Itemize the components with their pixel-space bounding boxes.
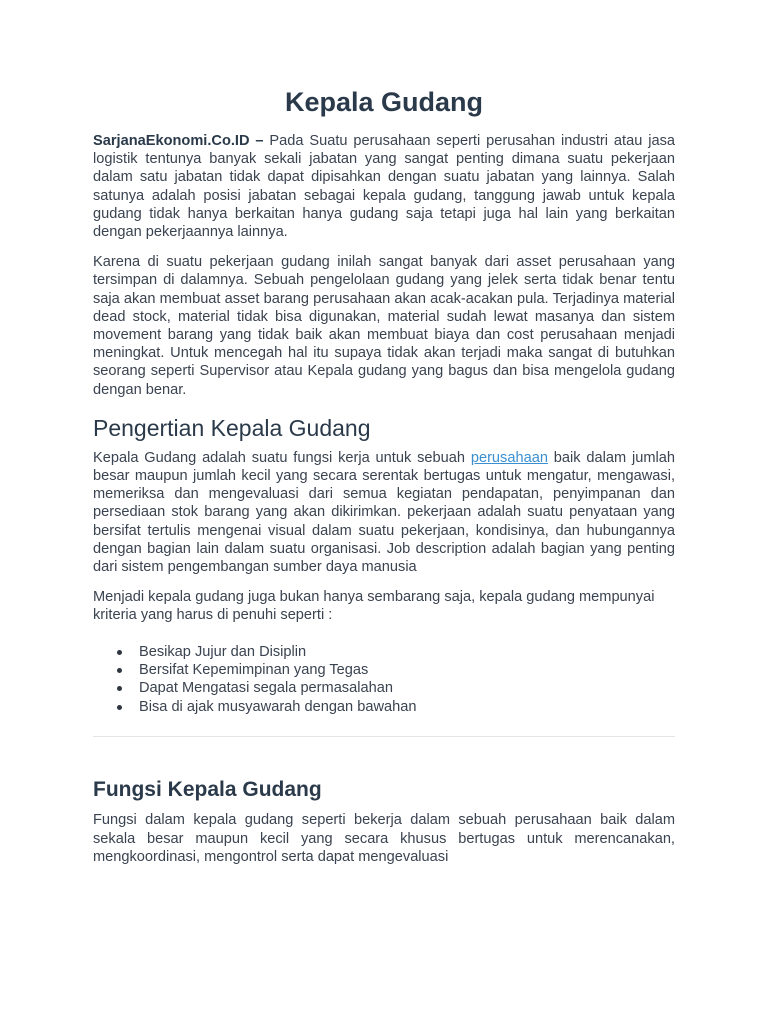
heading-fungsi: Fungsi Kepala Gudang [93,778,322,802]
list-item-label: Bersifat Kepemimpinan yang Tegas [139,662,369,679]
paragraph-fungsi: Fungsi dalam kepala gudang seperti bekerja dalam sebuah perusahaan baik dalam sekala besar maupun kecil yang secara khusus bertugas untuk merencanakan, mengkoordinasi, mengontrol serta dapat mengevaluasi [93,812,675,865]
paragraph-kriteria-intro: Menjadi kepala gudang juga bukan hanya sembarang saja, kepala gudang mempunyai kriteria yang harus di penuhi seperti : [93,589,655,624]
paragraph-pengertian [93,449,675,576]
list-item [139,643,675,661]
list-item-label: Bisa di ajak musyawarah dengan bawahan [139,698,417,715]
list-item [139,698,675,716]
paragraph-warehouse-assets: Karena di suatu pekerjaan gudang inilah sangat banyak dari asset perusahaan yang tersimpan di dalamnya. Sebuah pengelolaan gudang yang jelek serta tidak benar tentu saja akan membuat asset barang perusahaan akan acak-acakan pula. Terjadinya material dead stock, material tidak bisa digunakan, material sudah lewat masanya dan sistem movement barang yang tidak baik akan membuat biaya dan cost perusahaan menjadi meningkat. Untuk mencegah hal itu supaya tidak akan terjadi maka sangat di butuhkan seorang seperti Supervisor atau Kepala gudang yang bagus dan bisa mengelola gudang dengan benar. [93,254,675,398]
perusahaan-link[interactable]: perusahaan [470,449,548,466]
article-body [93,84,675,878]
section-divider [93,736,675,737]
bullet-icon [117,705,122,710]
site-brand: SarjanaEkonomi.Co.ID – [93,133,264,149]
pengertian-text-end: baik dalam jumlah besar maupun jumlah kecil yang secara serentak bertugas untuk mengatur, mengawasi, memeriksa dan mengevaluasi dari semua kegiatan pendapatan, penyimpanan dan persediaan stok barang yang akan dikirimkan. pekerjaan adalah suatu penyataan yang bersifat tertulis mengenai visual dalam suatu pekerjaan, kondisinya, dan hubungannya dengan bagian lain dalam suatu organisasi. Job description adalah bagian yang penting dari sistem pengembangan sumber daya manusia [93,449,675,576]
page-title: Kepala Gudang [284,87,484,117]
intro-text: Pada Suatu perusahaan seperti perusahan industri atau jasa logistik tentunya banyak sekali jabatan yang sangat penting dimana suatu pekerjaan dalam satu jabatan tidak dapat dipisahkan dengan suatu jabatan yang lainnya. Salah satunya adalah posisi jabatan sebagai kepala gudang, tanggung jawab untuk kepala gudang tidak hanya berkaitan hanya gudang saja tetapi juga hal lain yang berkaitan dengan pekerjaannya lainnya. [93,133,675,241]
criteria-list [93,643,675,717]
bullet-icon [117,650,122,655]
intro-paragraph [93,132,675,241]
list-item [139,661,675,679]
list-item-label: Dapat Mengatasi segala permasalahan [139,680,393,697]
bullet-icon [117,686,122,691]
bullet-icon [117,668,122,673]
heading-pengertian: Pengertian Kepala Gudang [93,414,371,441]
list-item-label: Besikap Jujur dan Disiplin [139,643,307,660]
list-item [139,679,675,697]
pengertian-text-start: Kepala Gudang adalah suatu fungsi kerja untuk sebuah [93,449,471,466]
